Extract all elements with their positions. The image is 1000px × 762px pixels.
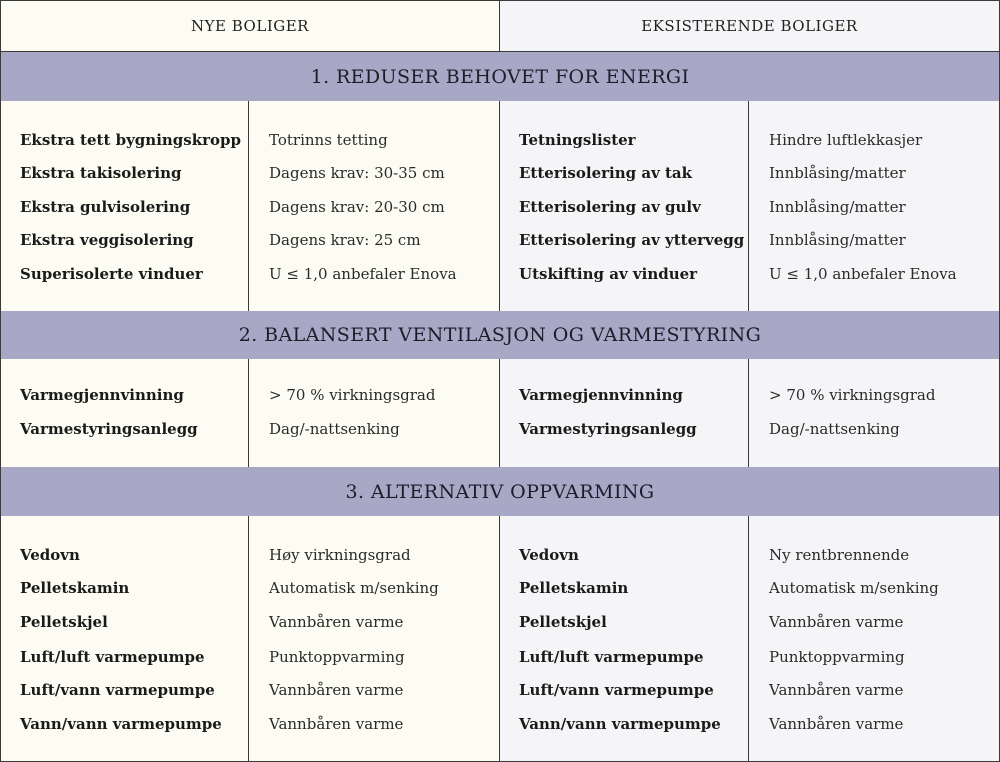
table-cell: Vannbåren varme <box>269 715 404 733</box>
table-cell: Ny rentbrennende <box>769 546 910 564</box>
header-existing-homes: EKSISTERENDE BOLIGER <box>500 1 999 51</box>
section-2-new-measures <box>1 359 249 467</box>
table-cell: Punktoppvarming <box>269 648 405 666</box>
table-cell: Varmegjennvinning <box>519 386 683 404</box>
table-cell: Ekstra gulvisolering <box>20 198 191 216</box>
table-cell: Automatisk m/senking <box>769 579 939 597</box>
table-cell: > 70 % virkningsgrad <box>269 386 436 404</box>
table-cell: Vannbåren varme <box>769 613 904 631</box>
section-1-new-details <box>249 101 500 311</box>
table-cell: Automatisk m/senking <box>269 579 439 597</box>
table-cell: Etterisolering av gulv <box>519 198 701 216</box>
table-cell: Totrinns tetting <box>269 131 388 149</box>
section-1-title: 1. REDUSER BEHOVET FOR ENERGI <box>1 52 999 101</box>
table-cell: Vannbåren varme <box>769 681 904 699</box>
table-cell: Superisolerte vinduer <box>20 265 203 283</box>
table-cell: Dagens krav: 20-30 cm <box>269 198 445 216</box>
table-cell: Innblåsing/matter <box>769 164 906 182</box>
section-1-body <box>1 101 999 311</box>
table-cell: Ekstra takisolering <box>20 164 182 182</box>
table-cell: U ≤ 1,0 anbefaler Enova <box>269 265 457 283</box>
table-cell: > 70 % virkningsgrad <box>769 386 936 404</box>
table-cell: Vedovn <box>519 546 579 564</box>
section-2-existing-details <box>749 359 999 467</box>
table-cell: Dag/-nattsenking <box>769 420 900 438</box>
table-cell: Varmegjennvinning <box>20 386 184 404</box>
table-cell: U ≤ 1,0 anbefaler Enova <box>769 265 957 283</box>
section-1-new-measures <box>1 101 249 311</box>
table-cell: Tetningslister <box>519 131 636 149</box>
header-new-homes: NYE BOLIGER <box>1 1 500 51</box>
section-3-new-details <box>249 516 500 761</box>
table-cell: Vannbåren varme <box>269 613 404 631</box>
table-cell: Pelletskjel <box>519 613 607 631</box>
section-1-existing-measures <box>500 101 749 311</box>
section-2-title: 2. BALANSERT VENTILASJON OG VARMESTYRING <box>1 311 999 359</box>
table-cell: Etterisolering av tak <box>519 164 693 182</box>
table-cell: Vannbåren varme <box>269 681 404 699</box>
table-cell: Luft/luft varmepumpe <box>20 648 205 666</box>
table-cell: Ekstra veggisolering <box>20 231 194 249</box>
table-cell: Varmestyringsanlegg <box>20 420 198 438</box>
table-cell: Varmestyringsanlegg <box>519 420 697 438</box>
table-cell: Pelletskamin <box>519 579 629 597</box>
table-cell: Hindre luftlekkasjer <box>769 131 923 149</box>
table-cell: Vedovn <box>20 546 80 564</box>
table-cell: Vannbåren varme <box>769 715 904 733</box>
table-cell: Innblåsing/matter <box>769 231 906 249</box>
section-3-body <box>1 516 999 761</box>
table-cell: Ekstra tett bygningskropp <box>20 131 242 149</box>
section-3-existing-details <box>749 516 999 761</box>
section-2-existing-measures <box>500 359 749 467</box>
table-cell: Vann/vann varmepumpe <box>20 715 222 733</box>
column-header-row <box>1 1 1000 52</box>
section-2-body <box>1 359 999 467</box>
section-1-existing-details <box>749 101 999 311</box>
table-cell: Dag/-nattsenking <box>269 420 400 438</box>
table-cell: Luft/luft varmepumpe <box>519 648 704 666</box>
table-cell: Dagens krav: 25 cm <box>269 231 421 249</box>
table-cell: Innblåsing/matter <box>769 198 906 216</box>
table-cell: Pelletskjel <box>20 613 108 631</box>
section-2-new-details <box>249 359 500 467</box>
section-3-existing-measures <box>500 516 749 761</box>
table-cell: Dagens krav: 30-35 cm <box>269 164 445 182</box>
table-cell: Utskifting av vinduer <box>519 265 698 283</box>
table-cell: Vann/vann varmepumpe <box>519 715 721 733</box>
table-cell: Pelletskamin <box>20 579 130 597</box>
section-3-new-measures <box>1 516 249 761</box>
table-cell: Punktoppvarming <box>769 648 905 666</box>
table-cell: Etterisolering av yttervegg <box>519 231 745 249</box>
table-cell: Høy virkningsgrad <box>269 546 411 564</box>
table-cell: Luft/vann varmepumpe <box>20 681 215 699</box>
table-cell: Luft/vann varmepumpe <box>519 681 714 699</box>
section-3-title: 3. ALTERNATIV OPPVARMING <box>1 467 999 516</box>
